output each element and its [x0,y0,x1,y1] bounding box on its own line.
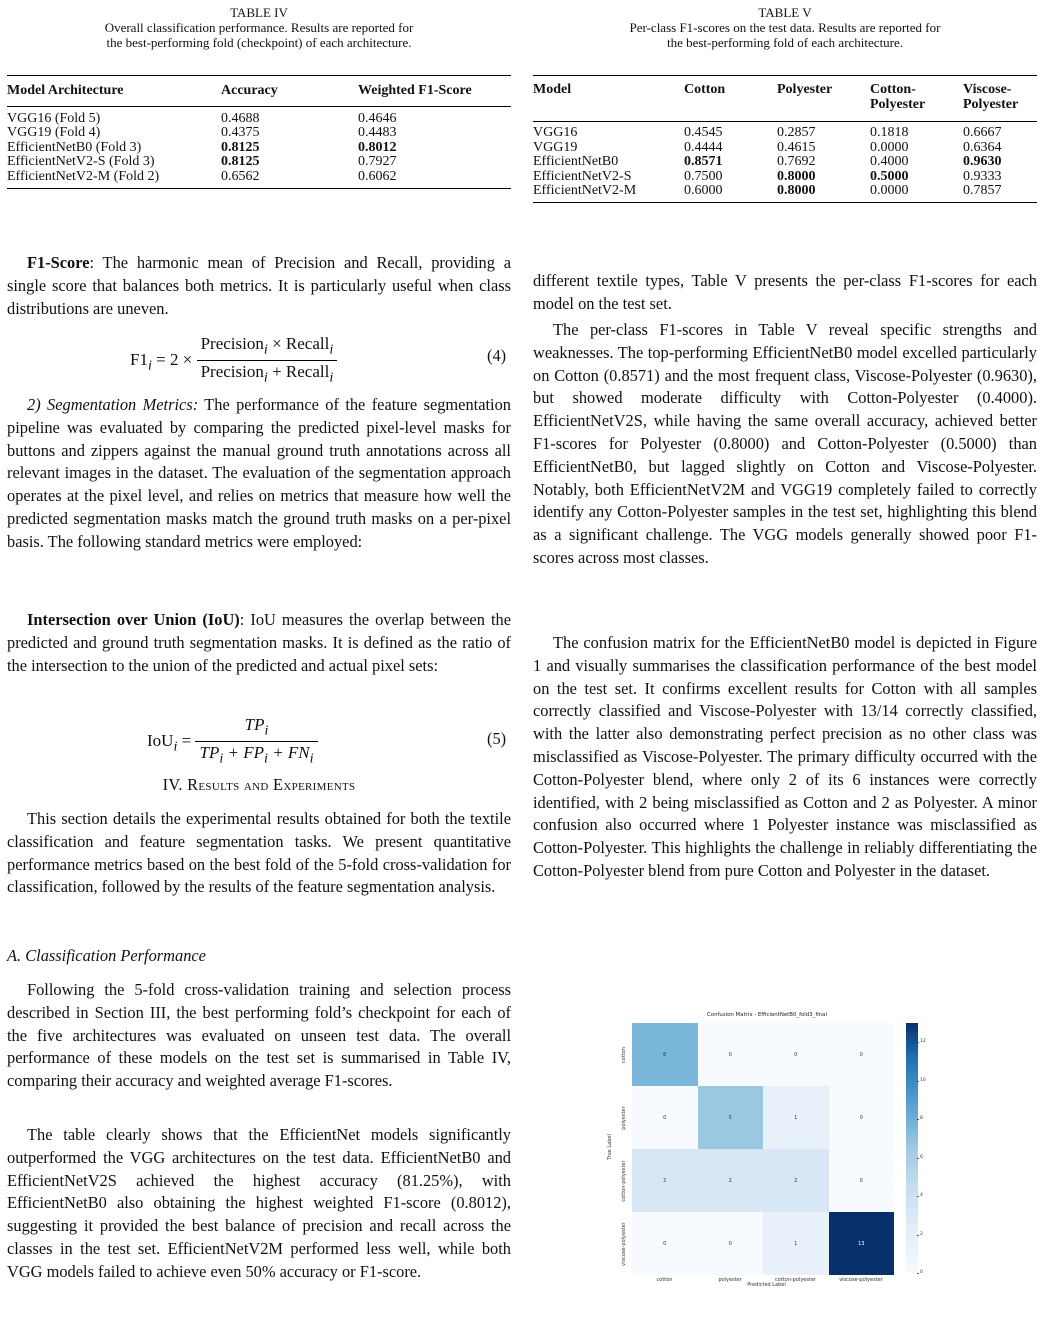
heatmap-cell: 2 [763,1149,829,1212]
classification-paragraph-2: The table clearly shows that the EfficientNet models significantly outperformed the VGG architectures on the test data. EfficientNetB0 and EfficientNetV2S achieved the highest accuracy (81.25%), with EfficientNetB0 also obtaining the highest weighted F1-score (0.8012), suggesting it provided the best balance of precision and recall across the classes in the test set. EfficientNetV2M performed less well, while both VGG models failed to achieve even 50% accuracy or F1-score. [7,1125,511,1281]
f1-paragraph [7,252,511,320]
table5-cell: 0.1818 [870,125,909,140]
table5-cell: 0.6364 [963,139,1002,155]
table5-cell: 0.4615 [777,139,816,155]
colorbar-tick-label: 0 [920,1270,923,1275]
table5-cell: 0.4444 [684,139,723,155]
table4-cell: EfficientNetV2-S (Fold 3) [7,154,155,169]
x-tick-label: viscose-polyester [839,1277,883,1283]
table5-cell: 0.7692 [777,154,816,169]
table-row [7,170,511,189]
table5-cell: 0.7857 [963,183,1002,198]
table-row [7,126,511,141]
table5-header-row [533,76,1037,98]
x-tick-label: cotton [656,1277,673,1283]
heatmap-cell: 0 [632,1086,698,1149]
x-tick-label: polyester [718,1277,742,1283]
right-paragraph-2: The confusion matrix for the EfficientNetB0 model is depicted in Figure 1 and visually summarises the classification performance of the best model on the test set. It confirms excellent results for Cotton with all samples correctly classified and Viscose-Polyester with 13/14 correctly classified, with the latter also demonstrating perfect precision as no other class was misclassified as Viscose-Polyester. The primary difficulty occurred with the Cotton-Polyester blend, where only 2 of its 6 instances were correctly identified, with 2 being misclassified as Cotton and 2 as Polyester. A minor confusion also occurred where 1 Polyester instance was misclassified as Cotton-Polyester. This highlights the challenge in reliably differentiating the Cotton-Polyester blend from pure Cotton and Polyester in the dataset. [533,633,1037,880]
table5-header: Cotton [684,82,726,97]
seg-text: The performance of the feature segmentation pipeline was evaluated by comparing the predicted pixel-level masks for buttons and zippers against the manual ground truth annotations across all relevant images in the dataset. The evaluation of the segmentation approach operates at the pixel level, and relies on metrics that measure how well the predicted segmentation masks match the ground truth masks on a per-pixel basis. The following standard metrics were employed: [7,395,511,551]
table4-label: TABLE IV [230,5,288,20]
table4-header: Weighted F1-Score [358,83,472,98]
y-tick-label: cotton [621,1046,627,1063]
x-axis-label: Predicted Label [747,1282,786,1288]
colorbar-tick-label: 10 [920,1077,926,1083]
table5-cell: 0.0000 [870,139,909,155]
table4-cell: 0.8125 [221,139,260,155]
classification-paragraph-1: Following the 5-fold cross-validation training and selection process described in Section III, the best performing fold’s checkpoint for each of the five architectures was evaluated on unseen test data. The overall performance of these models on the test set is summarised in Table IV, comparing their accuracy and weighted average F1-scores. [7,980,511,1091]
table4-cell: 0.6062 [358,168,397,184]
table4-cell: EfficientNetB0 (Fold 3) [7,139,142,155]
table4-cell: 0.4646 [358,110,397,126]
table5-cell: 0.4000 [870,154,909,169]
table-row [533,122,1037,141]
table5-header: Viscose- [963,82,1012,97]
table4-header: Accuracy [221,83,278,98]
heatmap-cell: 2 [698,1149,764,1212]
table5-header [533,98,684,122]
table5-caption [533,5,1037,50]
table4-cell: EfficientNetV2-M (Fold 2) [7,168,160,184]
equation-4 [130,333,337,389]
eq5-number: (5) [487,729,507,748]
table-row [7,141,511,156]
table-row [7,106,511,126]
table5-cell: 0.8000 [777,168,816,184]
table4-cell: 0.8125 [221,154,260,169]
table4-cell: 0.4688 [221,110,260,126]
table5-cell: EfficientNetB0 [533,154,619,169]
heatmap-cell: 6 [632,1023,698,1086]
table5-cell: 0.4545 [684,125,723,140]
table5-cell: EfficientNetV2-S [533,168,632,184]
table5-cell: VGG16 [533,125,578,140]
chart-title: Confusion Matrix - EfficientNetB0_fold3_final [707,1012,827,1018]
heatmap-cell: 2 [632,1149,698,1212]
iou-term: Intersection over Union (IoU) [27,610,240,629]
table5-header: Model [533,82,572,97]
table5-cell: 0.6667 [963,125,1002,140]
y-tick-label: polyester [621,1105,627,1130]
y-tick-label: viscose-polyester [621,1221,627,1266]
section-intro-paragraph: This section details the experimental results obtained for both the textile classification and feature segmentation tasks. We present quantitative performance metrics based on the best fold of the 5-fold cross-validation for classification, followed by the results of the feature segmentation analysis. [7,809,511,897]
table5-cell: 0.8571 [684,154,723,169]
table5-cell: VGG19 [533,139,578,155]
heatmap-cell: 0 [632,1212,698,1275]
table4-cell: VGG19 (Fold 4) [7,125,101,140]
table5-label: TABLE V [758,5,812,20]
f1-term: F1-Score [27,253,90,272]
segmentation-paragraph [7,394,511,554]
table5-cell: EfficientNetV2-M [533,183,637,198]
table-row [533,184,1037,202]
heatmap-cell: 0 [698,1212,764,1275]
table5-header: Polyester [870,96,926,112]
table4-cell: 0.4483 [358,125,397,140]
subsection-heading: A. Classification Performance [7,946,206,965]
f1-definition: : The harmonic mean of Precision and Recall, providing a single score that balances both metrics. It is particularly useful when class distributions are uneven. [7,253,511,318]
table4-cell: 0.8012 [358,139,397,155]
table4-caption-line2: the best-performing fold (checkpoint) of each architecture. [106,35,412,50]
table5-caption-line2: the best-performing fold of each architecture. [666,35,904,50]
table5-cell: 0.9333 [963,168,1002,184]
confusion-matrix-figure [608,1012,960,1294]
colorbar-tick-label: 12 [920,1039,926,1045]
right-paragraph-0: different textile types, Table V presents the per-class F1-scores for each model on the test set. [533,271,1037,313]
heatmap-cell: 0 [829,1023,895,1086]
colorbar-tick-label: 8 [920,1116,923,1122]
heatmap-cell: 5 [698,1086,764,1149]
eq4-lhs: $F1_i = 2$ × [130,349,197,374]
table5-cell: 0.5000 [870,168,909,184]
section-heading: IV. Results and Experiments [162,775,356,794]
table-row [7,155,511,170]
eq5-fraction: $\frac{TP_i}{TP_i + FP_i + FN_i}$ [195,714,317,770]
table4-caption-line1: Overall classification performance. Results are reported for [104,20,414,35]
heatmap-cell: 13 [829,1212,895,1275]
table5-header: Polyester [963,96,1019,112]
table5-cell: 0.7500 [684,168,723,184]
colorbar-tick-label: 4 [920,1193,923,1199]
table5-caption-line1: Per-class F1-scores on the test data. Results are reported for [629,20,941,35]
heatmap-cell: 1 [763,1086,829,1149]
x-tick-label: cotton-polyester [774,1277,817,1283]
iou-paragraph [7,609,511,677]
table-row [533,155,1037,170]
y-tick-label: cotton-polyester [621,1159,627,1202]
table4 [7,75,511,189]
table5-header [777,98,870,122]
table4-caption [7,5,511,50]
heatmap-cell: 0 [698,1023,764,1086]
table5-header [684,98,777,122]
table4-cell: 0.6562 [221,168,260,184]
table4-cell: VGG16 (Fold 5) [7,110,101,126]
colorbar-tick-label: 2 [920,1231,923,1237]
table5-header-row-2 [533,98,1037,122]
heatmap-cell: 0 [829,1086,895,1149]
table4-cell: 0.4375 [221,125,260,140]
table5-cell: 0.6000 [684,183,723,198]
table4-cell: 0.7927 [358,154,397,169]
table5-cell: 0.8000 [777,183,816,198]
table5-header: Polyester [777,82,833,97]
heatmap-cell: 0 [763,1023,829,1086]
heatmap-cell: 1 [763,1212,829,1275]
table5-cell: 0.0000 [870,183,909,198]
eq4-number: (4) [487,346,507,365]
iou-text: : IoU measures the overlap between the predicted and ground truth segmentation masks. It is defined as the ratio of the intersection to the union of the predicted and actual pixel sets: [7,610,511,675]
seg-heading: 2) Segmentation Metrics: [27,395,199,414]
heatmap-cell: 0 [829,1149,895,1212]
table5 [533,75,1037,203]
table5-cell: 0.2857 [777,125,816,140]
table-row [533,141,1037,156]
table-row [533,170,1037,185]
y-axis-label: True Label [607,1134,613,1160]
eq4-fraction: $\frac{Precision_i \times Recall_i}{Precision_i + Recall_i}$ [197,333,338,389]
table5-header: Cotton- [870,82,916,97]
colorbar-tick-label: 6 [920,1154,923,1160]
table4-header-row [7,76,511,107]
right-paragraph-1: The per-class F1-scores in Table V reveal specific strengths and weaknesses. The top-performing EfficientNetB0 model excelled particularly on Cotton (0.8571) and the most frequent class, Viscose-Polyester (0.9630), but showed moderate difficulty with Cotton-Polyester (0.4000). EfficientNetV2S, while having the same overall accuracy, achieved better F1-scores for Polyester (0.8000) and Cotton-Polyester (0.5000) than EfficientNetB0, but lagged slightly on Cotton and Viscose-Polyester. Notably, both EfficientNetV2M and VGG19 completely failed to correctly identify any Cotton-Polyester samples in the test set, highlighting this blend as a significant challenge. The VGG models generally showed poor F1-scores across most classes. [533,320,1037,567]
table5-cell: 0.9630 [963,154,1002,169]
equation-5: IoU$_i$ = $\frac{TP_i}{TP_i + FP_i + FN_i}$ [147,714,318,770]
table4-header: Model Architecture [7,83,124,98]
